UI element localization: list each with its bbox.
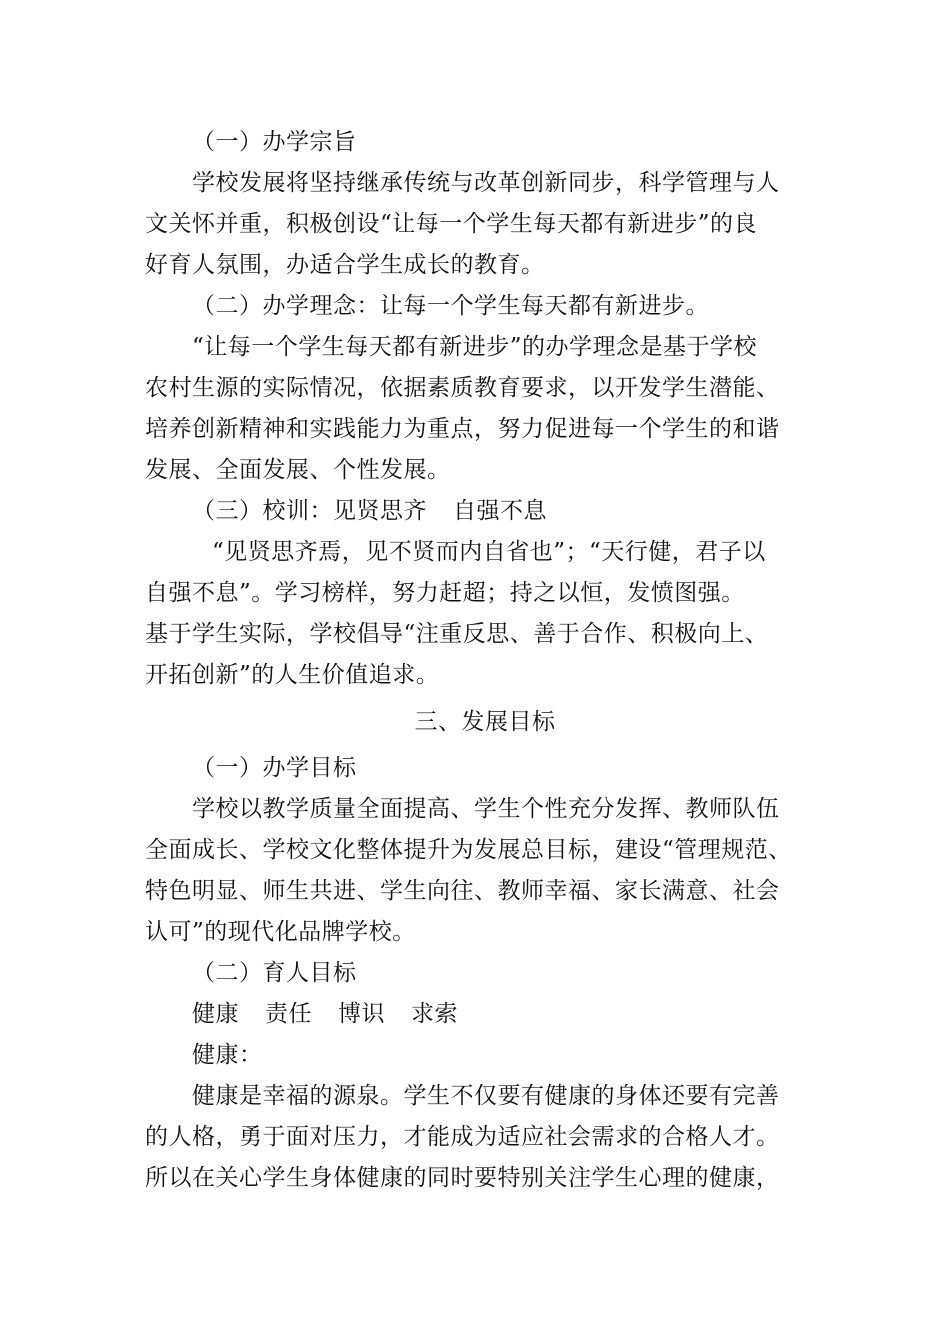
motto-part-2: 自强不息 [453,498,547,524]
section-heading-education-goal: （二）育人目标 [192,960,357,986]
paragraph-line: 健康是幸福的源泉。学生不仅要有健康的身体还要有完善 [192,1083,780,1109]
paragraph-line: 的人格，勇于面对压力，才能成为适应社会需求的合格人才。 [145,1124,780,1150]
motto-part-1: （三）校训：见贤思齐 [192,498,427,524]
section-heading-philosophy: （二）办学理念：让每一个学生每天都有新进步。 [192,293,709,319]
chapter-heading: 三、发展目标 [414,709,556,735]
keyword: 责任 [265,1001,312,1027]
paragraph-line: 好育人氛围，办适合学生成长的教育。 [145,252,545,278]
paragraph-line: 培养创新精神和实践能力为重点，努力促进每一个学生的和谐 [145,416,780,442]
section-heading-school-goal: （一）办学目标 [192,755,357,781]
document-page [145,122,825,1199]
paragraph-line: 全面成长、学校文化整体提升为发展总目标，建设“管理规范、 [145,837,792,863]
subheading-health: 健康： [192,1042,263,1068]
section-heading-mission: （一）办学宗旨 [192,129,357,155]
paragraph-line: 开拓创新”的人生价值追求。 [145,662,440,688]
section-heading-motto [145,491,825,532]
paragraph-line: 认可”的现代化品牌学校。 [145,919,416,945]
keyword: 博识 [338,1001,385,1027]
paragraph-line: 学校以教学质量全面提高、学生个性充分发挥、教师队伍 [192,796,780,822]
paragraph-line: “见贤思齐焉，见不贤而内自省也”；“天行健，君子以 [212,539,766,565]
paragraph-line: 特色明显、师生共进、学生向往、教师幸福、家长满意、社会 [145,878,780,904]
education-goal-keywords [145,994,825,1035]
paragraph-line: 所以在关心学生身体健康的同时要特别关注学生心理的健康， [145,1165,780,1191]
paragraph-line: 学校发展将坚持继承传统与改革创新同步，科学管理与人 [192,170,780,196]
paragraph-line: 文关怀并重，积极创设“让每一个学生每天都有新进步”的良 [145,211,758,237]
keyword: 求索 [411,1001,458,1027]
paragraph-line: 基于学生实际，学校倡导“注重反思、善于合作、积极向上、 [145,621,769,647]
paragraph-line: 发展、全面发展、个性发展。 [145,457,451,483]
keyword: 健康 [192,1001,239,1027]
paragraph-line: 农村生源的实际情况，依据素质教育要求，以开发学生潜能、 [145,375,780,401]
paragraph-line: “让每一个学生每天都有新进步”的办学理念是基于学校 [192,334,758,360]
paragraph-line: 自强不息”。学习榜样，努力赶超；持之以恒，发愤图强。 [145,580,745,606]
